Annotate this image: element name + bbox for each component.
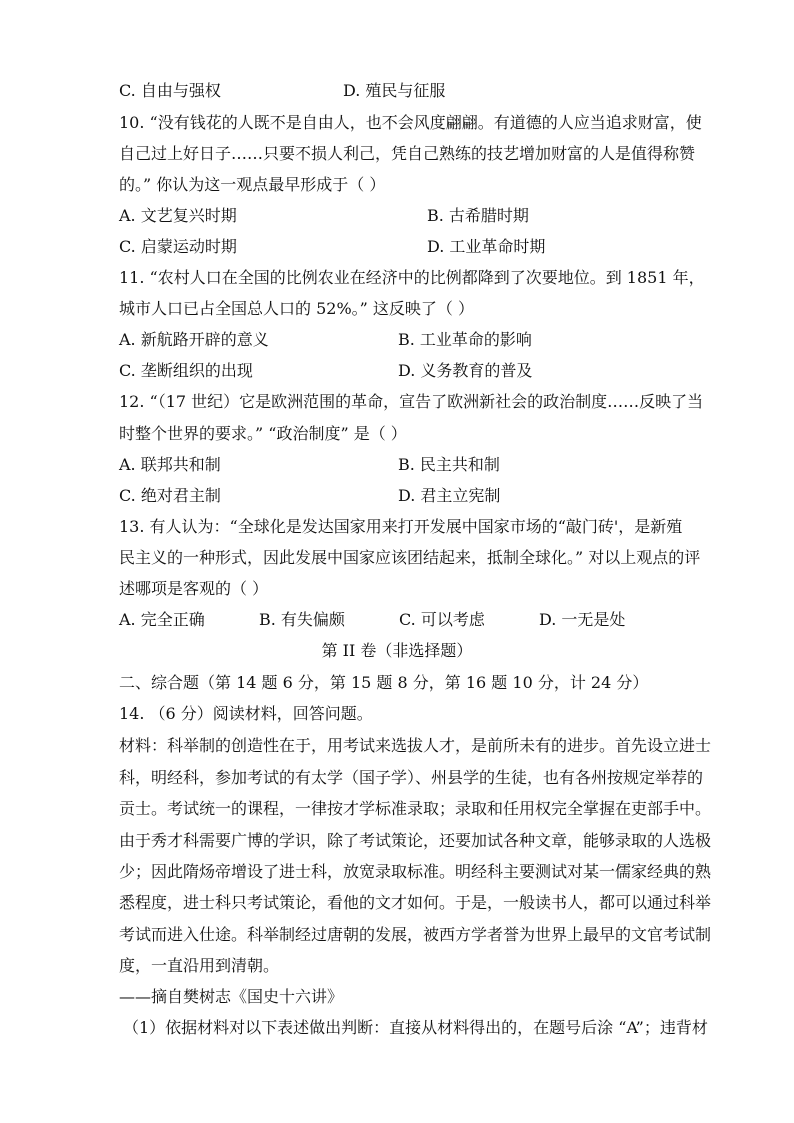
sub-question-1: （1）依据材料对以下表述做出判断：直接从材料得出的，在题号后涂 “A”；违背材 (123, 1018, 708, 1037)
option-d: D. 殖民与征服 (343, 81, 446, 100)
option-b: B. 有失偏颇 (259, 610, 345, 629)
option-b: B. 工业革命的影响 (398, 330, 532, 349)
option-d: D. 君主立宪制 (398, 486, 501, 505)
option-c: C. 自由与强权 (119, 81, 221, 100)
option-a: A. 新航路开辟的意义 (119, 330, 269, 349)
section-heading: 二、综合题（第 14 题 6 分，第 15 题 8 分，第 16 题 10 分，计 24 分） (119, 673, 649, 692)
option-d: D. 一无是处 (539, 610, 626, 629)
option-c: C. 启蒙运动时期 (119, 237, 237, 256)
question-12-line-2: 时整个世界的要求。” “政治制度” 是（ ） (119, 424, 407, 443)
question-13-line-3: 述哪项是客观的（ ） (119, 579, 269, 598)
section-title: 第 II 卷（非选择题） (321, 641, 473, 660)
question-13-line-1: 13. 有人认为：“全球化是发达国家用来打开发展中国家市场的“敲门砖'，是新殖 (119, 517, 683, 536)
option-c: C. 绝对君主制 (119, 486, 221, 505)
material-line-4: 由于秀才科需要广博的学识，除了考试策论，还要加试各种文章，能够录取的人选极 (119, 831, 712, 850)
question-11-line-2: 城市人口已占全国总人口的 52%。” 这反映了（ ） (119, 299, 475, 318)
material-line-1: 材料：科举制的创造性在于，用考试来选拔人才，是前所未有的进步。首先设立进士 (119, 736, 712, 755)
material-line-6: 悉程度，进士科只考试策论，看他的文才如何。于是，一般读书人，都可以通过科举 (119, 893, 712, 912)
question-11-line-1: 11. “农村人口在全国的比例农业在经济中的比例都降到了次要地位。到 1851 年， (119, 268, 705, 287)
option-b: B. 古希腊时期 (427, 206, 529, 225)
material-line-7: 考试而进入仕途。科举制经过唐朝的发展，被西方学者誉为世界上最早的文官考试制 (119, 925, 712, 944)
option-d: D. 工业革命时期 (427, 237, 546, 256)
material-source: ——摘自樊树志《国史十六讲》 (119, 987, 344, 1006)
option-b: B. 民主共和制 (398, 455, 500, 474)
question-14-title: 14. （6 分）阅读材料，回答问题。 (119, 704, 373, 723)
option-a: A. 文艺复兴时期 (119, 206, 237, 225)
option-c: C. 垄断组织的出现 (119, 361, 253, 380)
material-line-3: 贡士。考试统一的课程，一律按才学标准录取；录取和任用权完全掌握在吏部手中。 (119, 799, 712, 818)
question-10-line-3: 的。” 你认为这一观点最早形成于（ ） (119, 175, 386, 194)
material-line-5: 少；因此隋炀帝增设了进士科，放宽录取标准。明经科主要测试对某一儒家经典的熟 (119, 862, 712, 881)
material-line-8: 度，一直沿用到清朝。 (119, 956, 280, 975)
option-c: C. 可以考虑 (399, 610, 485, 629)
option-d: D. 义务教育的普及 (398, 361, 533, 380)
material-line-2: 科，明经科，参加考试的有太学（国子学）、州县学的生徒，也有各州按规定举荐的 (119, 768, 704, 787)
question-10-line-2: 自己过上好日子……只要不损人利己，凭自己熟练的技艺增加财富的人是值得称赞 (119, 144, 696, 163)
question-12-line-1: 12. “（17 世纪）它是欧洲范围的革命，宣告了欧洲新社会的政治制度……反映了当 (119, 392, 704, 411)
question-10-line-1: 10. “没有钱花的人既不是自由人，也不会风度翩翩。有道德的人应当追求财富，使 (119, 113, 702, 132)
option-a: A. 完全正确 (119, 610, 205, 629)
question-13-line-2: 民主义的一种形式，因此发展中国家应该团结起来，抵制全球化。” 对以上观点的评 (119, 548, 701, 567)
option-a: A. 联邦共和制 (119, 455, 221, 474)
